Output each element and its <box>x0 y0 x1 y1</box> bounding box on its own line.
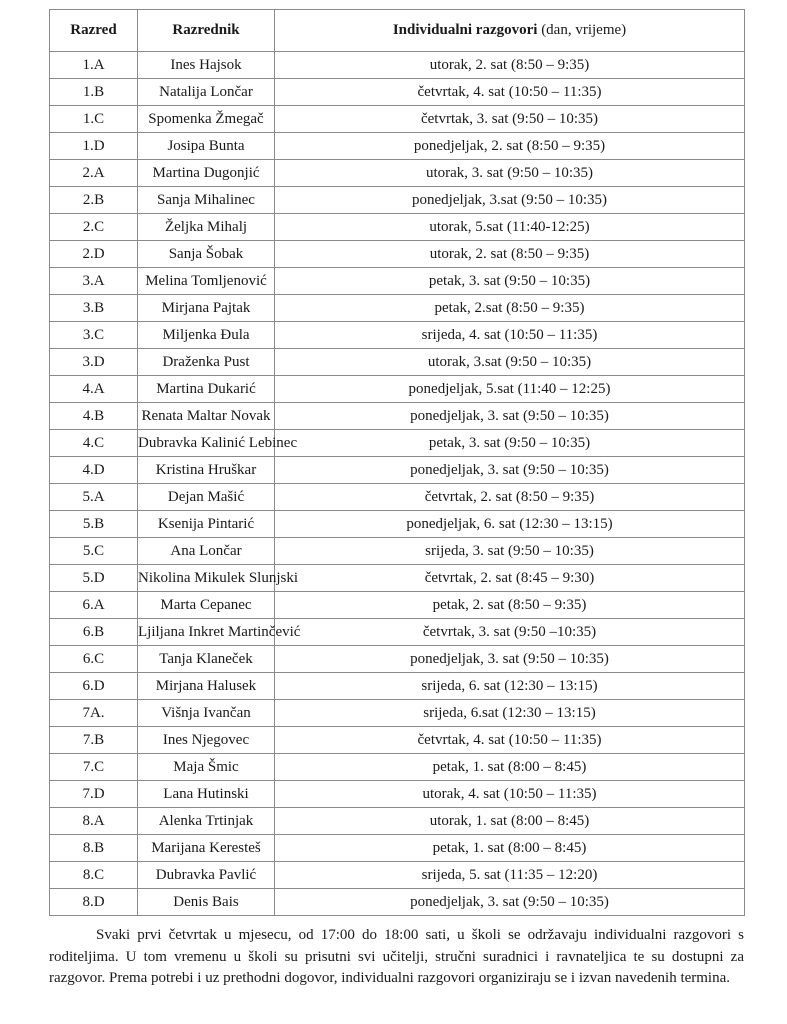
cell-time: utorak, 4. sat (10:50 – 11:35) <box>275 781 745 808</box>
cell-time: petak, 3. sat (9:50 – 10:35) <box>275 430 745 457</box>
table-row <box>50 646 745 673</box>
cell-time: ponedjeljak, 3.sat (9:50 – 10:35) <box>275 187 745 214</box>
cell-class: 2.B <box>50 187 138 214</box>
cell-class: 4.A <box>50 376 138 403</box>
table-row <box>50 241 745 268</box>
cell-time: ponedjeljak, 6. sat (12:30 – 13:15) <box>275 511 745 538</box>
cell-teacher: Lana Hutinski <box>138 781 275 808</box>
cell-class: 8.C <box>50 862 138 889</box>
cell-time: srijeda, 6.sat (12:30 – 13:15) <box>275 700 745 727</box>
cell-time: četvrtak, 2. sat (8:50 – 9:35) <box>275 484 745 511</box>
cell-time: četvrtak, 3. sat (9:50 – 10:35) <box>275 106 745 133</box>
cell-class: 2.C <box>50 214 138 241</box>
cell-teacher: Marijana Keresteš <box>138 835 275 862</box>
cell-teacher: Maja Šmic <box>138 754 275 781</box>
cell-class: 3.B <box>50 295 138 322</box>
cell-class: 1.A <box>50 52 138 79</box>
cell-time: utorak, 3. sat (9:50 – 10:35) <box>275 160 745 187</box>
table-row <box>50 214 745 241</box>
cell-teacher: Martina Dugonjić <box>138 160 275 187</box>
cell-class: 5.B <box>50 511 138 538</box>
cell-time: petak, 1. sat (8:00 – 8:45) <box>275 754 745 781</box>
cell-teacher: Tanja Klaneček <box>138 646 275 673</box>
cell-time: četvrtak, 3. sat (9:50 –10:35) <box>275 619 745 646</box>
cell-teacher: Mirjana Pajtak <box>138 295 275 322</box>
meetings-note: Svaki prvi četvrtak u mjesecu, od 17:00 do 18:00 sati, u školi se održavaju individualni razgovori s roditeljima. U tom vremenu u školi su prisutni svi učitelji, stručni suradnici i ravnateljica te su dostupni za razgovor. Prema potrebi i uz prethodni dogovor, individualni razgovori organiziraju se i izvan navedenih termina. <box>49 927 744 986</box>
cell-class: 7A. <box>50 700 138 727</box>
table-row <box>50 565 745 592</box>
cell-teacher: Melina Tomljenović <box>138 268 275 295</box>
table-row <box>50 52 745 79</box>
table-row <box>50 727 745 754</box>
table-row <box>50 187 745 214</box>
cell-time: petak, 3. sat (9:50 – 10:35) <box>275 268 745 295</box>
table-row <box>50 619 745 646</box>
cell-teacher: Sanja Mihalinec <box>138 187 275 214</box>
cell-class: 5.D <box>50 565 138 592</box>
cell-teacher: Ana Lončar <box>138 538 275 565</box>
cell-teacher: Željka Mihalj <box>138 214 275 241</box>
cell-teacher: Mirjana Halusek <box>138 673 275 700</box>
header-meetings-title: Individualni razgovori <box>392 22 538 38</box>
cell-time: petak, 1. sat (8:00 – 8:45) <box>275 835 745 862</box>
cell-class: 8.B <box>50 835 138 862</box>
cell-class: 7.C <box>50 754 138 781</box>
cell-class: 2.A <box>50 160 138 187</box>
table-row <box>50 349 745 376</box>
cell-class: 3.A <box>50 268 138 295</box>
table-row <box>50 538 745 565</box>
cell-class: 6.B <box>50 619 138 646</box>
cell-time: petak, 2. sat (8:50 – 9:35) <box>275 592 745 619</box>
cell-teacher: Višnja Ivančan <box>138 700 275 727</box>
cell-teacher: Renata Maltar Novak <box>138 403 275 430</box>
cell-teacher: Ksenija Pintarić <box>138 511 275 538</box>
table-row <box>50 862 745 889</box>
cell-teacher: Ljiljana Inkret Martinčević <box>138 619 275 646</box>
table-row <box>50 754 745 781</box>
table-row <box>50 781 745 808</box>
cell-class: 3.C <box>50 322 138 349</box>
cell-teacher: Alenka Trtinjak <box>138 808 275 835</box>
meetings-table-container <box>49 9 744 916</box>
cell-class: 7.D <box>50 781 138 808</box>
cell-class: 8.A <box>50 808 138 835</box>
cell-teacher: Ines Njegovec <box>138 727 275 754</box>
table-body <box>50 52 745 916</box>
cell-class: 6.D <box>50 673 138 700</box>
cell-class: 5.A <box>50 484 138 511</box>
table-row <box>50 106 745 133</box>
table-row <box>50 160 745 187</box>
table-row <box>50 133 745 160</box>
table-row <box>50 457 745 484</box>
cell-class: 4.D <box>50 457 138 484</box>
cell-time: srijeda, 6. sat (12:30 – 13:15) <box>275 673 745 700</box>
header-meetings <box>275 10 745 52</box>
table-row <box>50 484 745 511</box>
cell-class: 4.B <box>50 403 138 430</box>
table-row <box>50 268 745 295</box>
table-row <box>50 592 745 619</box>
cell-teacher: Martina Dukarić <box>138 376 275 403</box>
cell-time: ponedjeljak, 3. sat (9:50 – 10:35) <box>275 403 745 430</box>
cell-class: 2.D <box>50 241 138 268</box>
table-row <box>50 403 745 430</box>
table-row <box>50 511 745 538</box>
cell-teacher: Dubravka Kalinić Lebinec <box>138 430 275 457</box>
table-row <box>50 79 745 106</box>
cell-class: 3.D <box>50 349 138 376</box>
cell-teacher: Ines Hajsok <box>138 52 275 79</box>
cell-teacher: Josipa Bunta <box>138 133 275 160</box>
cell-teacher: Marta Cepanec <box>138 592 275 619</box>
cell-time: ponedjeljak, 3. sat (9:50 – 10:35) <box>275 889 745 916</box>
table-row <box>50 835 745 862</box>
cell-teacher: Kristina Hruškar <box>138 457 275 484</box>
table-row <box>50 430 745 457</box>
cell-time: utorak, 3.sat (9:50 – 10:35) <box>275 349 745 376</box>
table-row <box>50 376 745 403</box>
table-row <box>50 673 745 700</box>
cell-teacher: Draženka Pust <box>138 349 275 376</box>
cell-time: ponedjeljak, 5.sat (11:40 – 12:25) <box>275 376 745 403</box>
table-row <box>50 889 745 916</box>
cell-class: 5.C <box>50 538 138 565</box>
meetings-table <box>49 9 745 916</box>
table-row <box>50 700 745 727</box>
cell-time: srijeda, 3. sat (9:50 – 10:35) <box>275 538 745 565</box>
cell-time: četvrtak, 4. sat (10:50 – 11:35) <box>275 79 745 106</box>
cell-class: 8.D <box>50 889 138 916</box>
cell-teacher: Natalija Lončar <box>138 79 275 106</box>
header-class: Razred <box>50 10 138 52</box>
cell-time: utorak, 5.sat (11:40-12:25) <box>275 214 745 241</box>
cell-class: 7.B <box>50 727 138 754</box>
cell-time: četvrtak, 4. sat (10:50 – 11:35) <box>275 727 745 754</box>
cell-time: četvrtak, 2. sat (8:45 – 9:30) <box>275 565 745 592</box>
cell-teacher: Denis Bais <box>138 889 275 916</box>
cell-teacher: Dejan Mašić <box>138 484 275 511</box>
cell-time: ponedjeljak, 3. sat (9:50 – 10:35) <box>275 646 745 673</box>
cell-class: 1.D <box>50 133 138 160</box>
cell-teacher: Miljenka Đula <box>138 322 275 349</box>
table-row <box>50 295 745 322</box>
cell-class: 1.C <box>50 106 138 133</box>
header-teacher: Razrednik <box>138 10 275 52</box>
cell-class: 1.B <box>50 79 138 106</box>
cell-time: utorak, 1. sat (8:00 – 8:45) <box>275 808 745 835</box>
cell-teacher: Spomenka Žmegač <box>138 106 275 133</box>
cell-teacher: Nikolina Mikulek Slunjski <box>138 565 275 592</box>
cell-teacher: Dubravka Pavlić <box>138 862 275 889</box>
table-row <box>50 808 745 835</box>
table-row <box>50 322 745 349</box>
cell-time: utorak, 2. sat (8:50 – 9:35) <box>275 52 745 79</box>
cell-class: 6.A <box>50 592 138 619</box>
cell-time: utorak, 2. sat (8:50 – 9:35) <box>275 241 745 268</box>
cell-time: srijeda, 4. sat (10:50 – 11:35) <box>275 322 745 349</box>
header-meetings-subtitle: (dan, vrijeme) <box>541 22 627 38</box>
cell-teacher: Sanja Šobak <box>138 241 275 268</box>
cell-time: petak, 2.sat (8:50 – 9:35) <box>275 295 745 322</box>
table-header-row <box>50 10 745 52</box>
cell-time: ponedjeljak, 3. sat (9:50 – 10:35) <box>275 457 745 484</box>
cell-class: 4.C <box>50 430 138 457</box>
cell-time: srijeda, 5. sat (11:35 – 12:20) <box>275 862 745 889</box>
cell-class: 6.C <box>50 646 138 673</box>
cell-time: ponedjeljak, 2. sat (8:50 – 9:35) <box>275 133 745 160</box>
